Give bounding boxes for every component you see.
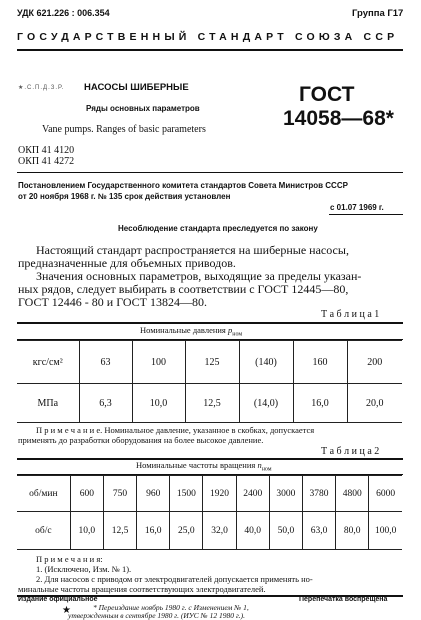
banner-rule — [17, 49, 403, 51]
pressure-table — [17, 340, 402, 423]
value-cell: 600 — [70, 476, 103, 512]
notes-2-item-1: 1. (Исключено, Изм. № 1). — [36, 564, 132, 574]
value-cell: 2400 — [236, 476, 269, 512]
value-cell: (14,0) — [239, 384, 293, 423]
notes-2-item-2-line-2: минальные частоты вращения соответствующих электродвигателей. — [18, 584, 266, 594]
value-cell: 6,3 — [79, 384, 132, 423]
value-cell: 10,0 — [70, 512, 103, 550]
params-paragraph-line-1: Значения основных параметров, выходящие за пределы указан- — [36, 269, 362, 283]
okp-code-2: ОКП 41 4272 — [18, 156, 75, 167]
value-cell: 6000 — [369, 476, 402, 512]
unit-cell: об/с — [17, 512, 70, 550]
law-warning: Несоблюдение стандарта преследуется по закону — [118, 224, 318, 233]
value-cell: 3000 — [269, 476, 302, 512]
value-cell: 16,0 — [137, 512, 170, 550]
value-cell: 80,0 — [336, 512, 369, 550]
value-cell: 40,0 — [236, 512, 269, 550]
value-cell: 125 — [185, 341, 239, 384]
unit-cell: МПа — [17, 384, 79, 423]
effective-date: с 01.07 1969 г. — [330, 203, 384, 212]
note-1-line-2: применять до разработки оборудования на более высокое давление. — [18, 435, 264, 445]
value-cell: 25,0 — [170, 512, 203, 550]
value-cell: 4800 — [336, 476, 369, 512]
value-cell: 1500 — [170, 476, 203, 512]
table-row — [17, 384, 402, 423]
table-1-header: Номинальные давления $p_{ном}$ — [140, 325, 243, 338]
value-cell: 200 — [347, 341, 402, 384]
udk-code: УДК 621.226 : 006.354 — [17, 8, 110, 18]
title-rule — [17, 172, 403, 173]
state-standard-banner: ГОСУДАРСТВЕННЫЙ СТАНДАРТ СОЮЗА ССР — [17, 31, 399, 43]
value-cell: 100 — [132, 341, 185, 384]
english-title: Vane pumps. Ranges of basic parameters — [42, 124, 206, 135]
scope-paragraph-line-2: предназначенные для объемных приводов. — [18, 256, 236, 270]
value-cell: 1920 — [203, 476, 236, 512]
value-cell: 63,0 — [302, 512, 335, 550]
value-cell: 750 — [103, 476, 136, 512]
table-row — [17, 341, 402, 384]
note-1-line-1: П р и м е ч а н и е. Номинальное давление, указанное в скобках, допускается — [36, 425, 315, 435]
decree-line-2: от 20 ноября 1968 г. № 135 срок действия установлен — [18, 192, 231, 201]
value-cell: 12,5 — [185, 384, 239, 423]
value-cell: (140) — [239, 341, 293, 384]
value-cell: 20,0 — [347, 384, 402, 423]
star-icon: ★ — [62, 605, 71, 616]
okp-code-1: ОКП 41 4120 — [18, 145, 75, 156]
scope-paragraph-line-1: Настоящий стандарт распространяется на шиберные насосы, — [36, 243, 349, 257]
value-cell: 50,0 — [269, 512, 302, 550]
value-cell: 63 — [79, 341, 132, 384]
reissue-note-line-1: * Переиздание ноябрь 1980 г. с Изменением № 1, — [93, 603, 249, 612]
table-2-label: Т а б л и ц а 2 — [321, 446, 380, 457]
value-cell: 12,5 — [103, 512, 136, 550]
date-underline — [329, 214, 403, 215]
value-cell: 960 — [137, 476, 170, 512]
value-cell: 16,0 — [293, 384, 347, 423]
standard-title: НАСОСЫ ШИБЕРНЫЕ — [84, 82, 189, 93]
official-edition: Издание официальное — [18, 596, 98, 603]
decree-line-1: Постановлением Государственного комитета стандартов Совета Министров СССР — [18, 181, 348, 190]
standard-subtitle: Ряды основных параметров — [86, 104, 200, 113]
reprint-prohibited: Перепечатка воспрещена — [299, 596, 388, 603]
value-cell: 3780 — [302, 476, 335, 512]
gost-label: ГОСТ — [299, 83, 355, 106]
params-paragraph-line-3: ГОСТ 12446 - 80 и ГОСТ 13824—80. — [18, 295, 207, 309]
small-stamp: ★.С.П.Д.З.Р. — [18, 85, 65, 91]
value-cell: 100,0 — [369, 512, 402, 550]
value-cell: 32,0 — [203, 512, 236, 550]
table-1-top-rule — [17, 322, 403, 324]
notes-2-item-2-line-1: 2. Для насосов с приводом от электродвигателей допускается применять но- — [36, 574, 313, 584]
unit-cell: об/мин — [17, 476, 70, 512]
value-cell: 160 — [293, 341, 347, 384]
speed-table — [17, 475, 402, 550]
notes-2-title: П р и м е ч а н и я: — [36, 554, 103, 564]
unit-cell: кгс/см² — [17, 341, 79, 384]
table-1-label: Т а б л и ц а 1 — [321, 309, 380, 320]
group-code: Группа Г17 — [352, 8, 404, 19]
table-row — [17, 512, 402, 550]
value-cell: 10,0 — [132, 384, 185, 423]
table-2-header: Номинальные частоты вращения $n_{ном}$ — [136, 460, 272, 473]
table-row — [17, 476, 402, 512]
params-paragraph-line-2: ных рядов, следует выбирать в соответствии с ГОСТ 12445—80, — [18, 282, 349, 296]
gost-number: 14058—68* — [283, 107, 394, 130]
reissue-note-line-2: утвержденным в сентябре 1980 г. (ИУС № 12 1980 г.). — [68, 611, 245, 620]
